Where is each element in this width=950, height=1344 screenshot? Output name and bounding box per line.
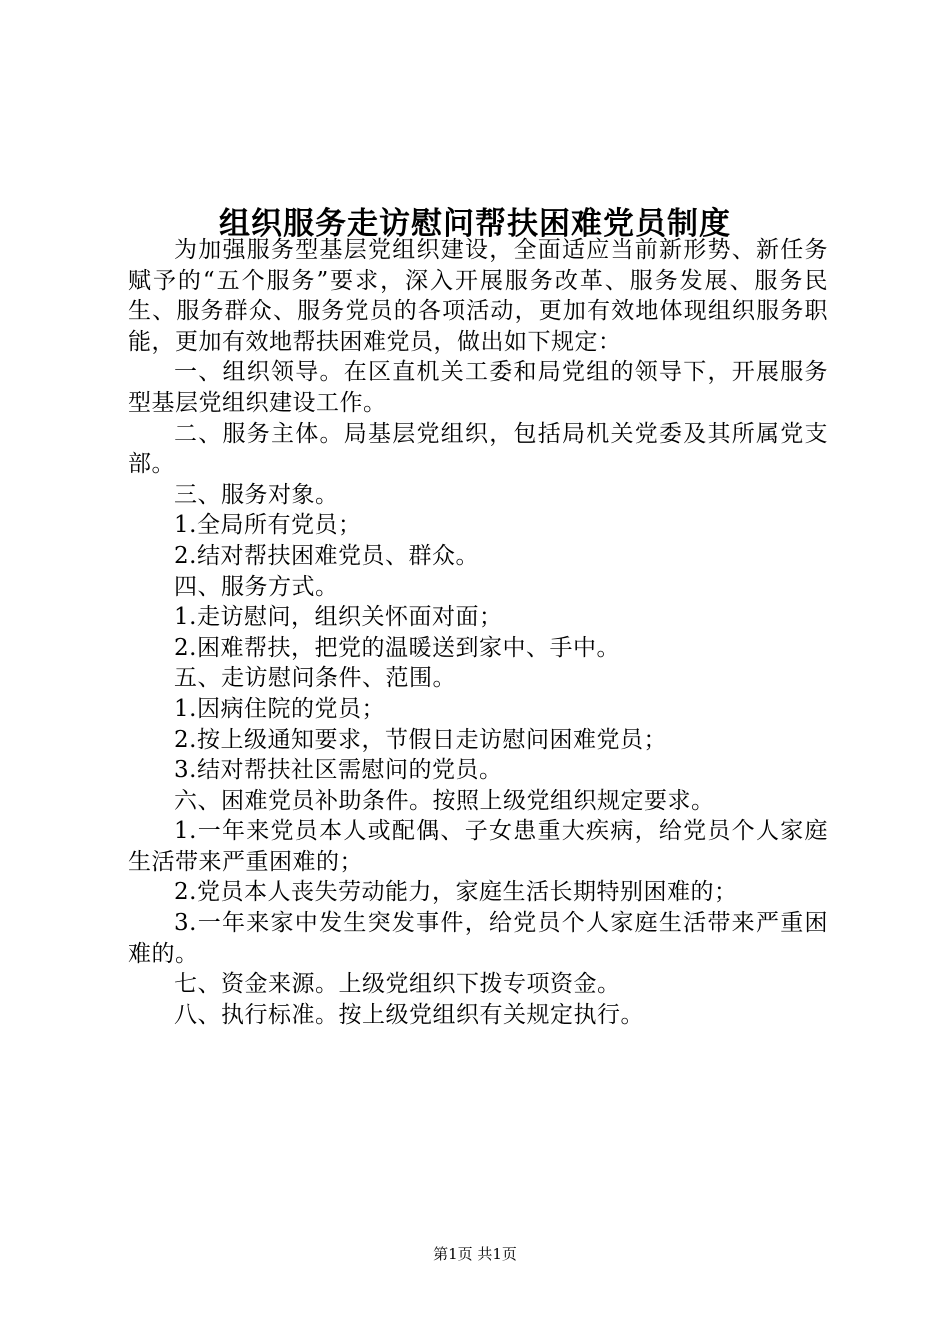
paragraph: 2.困难帮扶，把党的温暖送到家中、手中。 [174, 634, 620, 661]
paragraph: 3.结对帮扶社区需慰问的党员。 [174, 757, 503, 784]
paragraph: 四、服务方式。 [174, 573, 339, 600]
paragraph: 1.走访慰问，组织关怀面对面； [174, 604, 503, 631]
paragraph: 1.因病住院的党员； [174, 695, 385, 722]
paragraph: 五、走访慰问条件、范围。 [174, 665, 456, 692]
paragraph: 为加强服务型基层党组织建设，全面适应当前新形势、新任务赋予的“五个服务”要求，深入开展服务改革、服务发展、服务民生、服务群众、服务党员的各项活动，更加有效地体现组织服务职能，更加有效地帮扶困难党员，做出如下规定： [128, 237, 828, 355]
document-body [128, 235, 828, 1030]
paragraph: 3.一年来家中发生突发事件，给党员个人家庭生活带来严重困难的。 [128, 910, 828, 967]
paragraph: 三、服务对象。 [174, 481, 339, 508]
page-footer: 第1页 共1页 [433, 1245, 517, 1263]
paragraph: 2.按上级通知要求，节假日走访慰问困难党员； [174, 726, 667, 753]
paragraph: 七、资金来源。上级党组织下拨专项资金。 [174, 971, 621, 998]
paragraph: 二、服务主体。局基层党组织，包括局机关党委及其所属党支部。 [128, 420, 828, 478]
paragraph: 2.党员本人丧失劳动能力，家庭生活长期特别困难的； [174, 879, 738, 906]
paragraph: 1.一年来党员本人或配偶、子女患重大疾病，给党员个人家庭生活带来严重困难的； [128, 818, 828, 875]
document-title: 组织服务走访慰问帮扶困难党员制度 [219, 205, 731, 242]
paragraph: 2.结对帮扶困难党员、群众。 [174, 542, 479, 569]
paragraph: 八、执行标准。按上级党组织有关规定执行。 [174, 1001, 644, 1028]
paragraph: 一、组织领导。在区直机关工委和局党组的领导下，开展服务型基层党组织建设工作。 [128, 359, 828, 416]
paragraph: 六、困难党员补助条件。按照上级党组织规定要求。 [174, 787, 715, 814]
paragraph: 1.全局所有党员； [174, 512, 362, 539]
